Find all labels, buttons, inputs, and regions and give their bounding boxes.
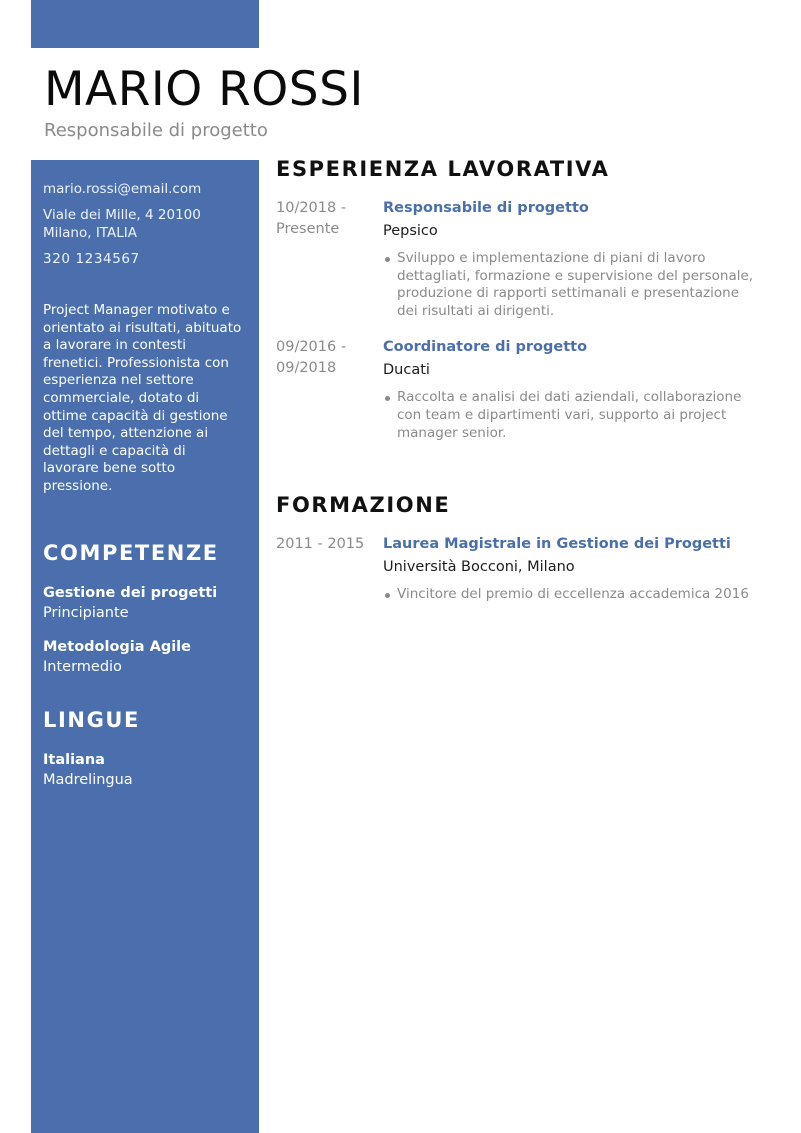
experience-entry <box>276 198 776 320</box>
profile-summary: Project Manager motivato e orientato ai risultati, abituato a lavorare in contesti frenetici. Professionista con esperienza nel settore commerciale, dotato di ottime capacità di gestione del tempo, attenzione ai dettagli e capacità di lavorare bene sotto pressione. <box>43 302 242 494</box>
contact-email: mario.rossi@email.com <box>43 181 202 197</box>
candidate-name: MARIO ROSSI <box>44 62 364 117</box>
contact-address <box>43 206 247 242</box>
entry-dates: 10/2018 - Presente <box>276 200 347 237</box>
entry-body <box>383 198 776 320</box>
contact-address-line1: Viale dei Mille, 4 20100 <box>43 207 201 223</box>
entry-bullets <box>383 389 776 442</box>
main-content <box>276 153 776 604</box>
sidebar <box>31 160 259 1133</box>
entry-bullets <box>383 250 776 320</box>
skill-item <box>43 583 247 623</box>
skills-heading: COMPETENZE <box>43 540 219 565</box>
entry-organization: Pepsico <box>383 223 438 239</box>
contact-address-line2: Milano, ITALIA <box>43 225 137 241</box>
education-heading: FORMAZIONE <box>276 493 451 518</box>
entry-bullet: Sviluppo e implementazione di piani di lavoro dettagliati, formazione e supervisione del personale, produzione di rapporti settimanali e presentazione dei risultati ai dirigenti. <box>383 250 776 320</box>
skill-item <box>43 637 247 677</box>
candidate-role: Responsabile di progetto <box>44 120 268 141</box>
skill-level: Principiante <box>43 604 129 621</box>
skill-name: Metodologia Agile <box>43 638 191 655</box>
experience-heading: ESPERIENZA LAVORATIVA <box>276 157 610 181</box>
entry-title: Laurea Magistrale in Gestione dei Progetti <box>383 536 731 553</box>
entry-organization: Università Bocconi, Milano <box>383 559 575 576</box>
entry-bullets <box>383 586 776 604</box>
entry-bullet: Vincitore del premio di eccellenza accademica 2016 <box>383 586 776 604</box>
language-level: Madrelingua <box>43 771 133 788</box>
language-name: Italiana <box>43 751 105 768</box>
header-accent-bar <box>31 0 259 48</box>
entry-body <box>383 534 776 604</box>
entry-organization: Ducati <box>383 362 430 379</box>
education-entry <box>276 534 776 604</box>
entry-dates: 09/2016 - 09/2018 <box>276 339 347 377</box>
experience-entry <box>276 337 776 442</box>
entry-body <box>383 337 776 442</box>
skill-name: Gestione dei progetti <box>43 584 218 601</box>
skill-level: Intermedio <box>43 658 122 675</box>
entry-title: Coordinatore di progetto <box>383 339 588 356</box>
entry-title: Responsabile di progetto <box>383 200 589 216</box>
entry-bullet: Raccolta e analisi dei dati aziendali, collaborazione con team e dipartimenti vari, supporto ai project manager senior. <box>383 389 776 442</box>
entry-dates: 2011 - 2015 <box>276 536 365 553</box>
language-item <box>43 750 247 790</box>
languages-heading: LINGUE <box>43 707 141 732</box>
contact-phone: 320 1234567 <box>43 251 140 267</box>
